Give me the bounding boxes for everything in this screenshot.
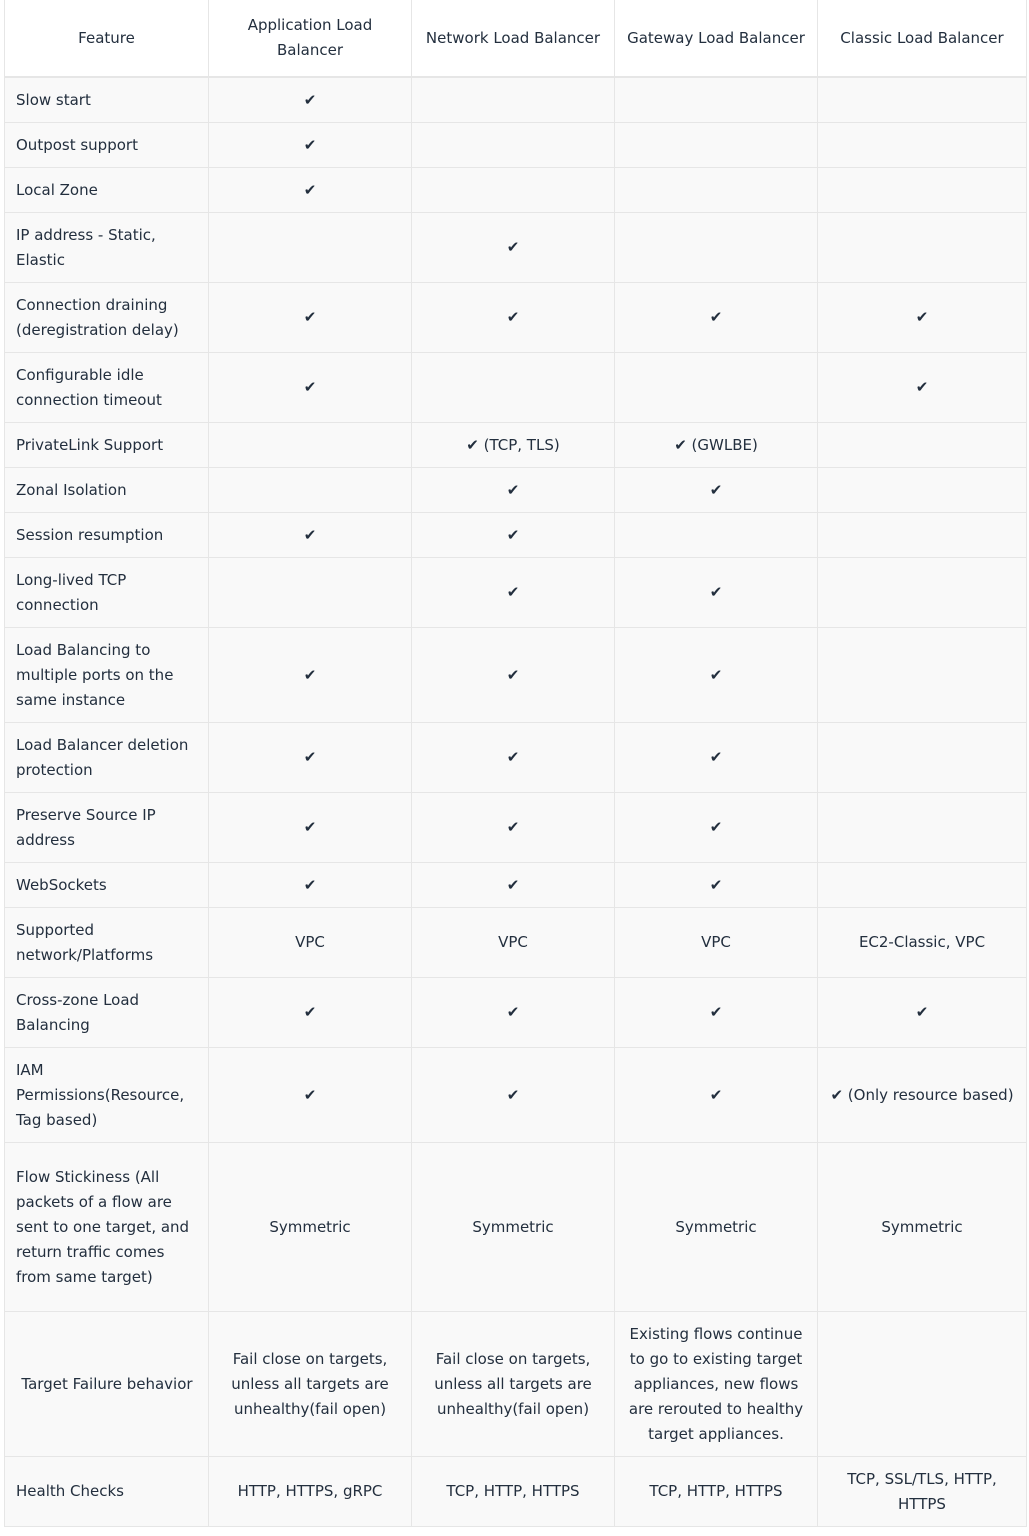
gwlb-cell: Existing flows continue to go to existing target appliances, new flows are rerouted to healthy target appliances. <box>615 1312 818 1457</box>
table-row <box>5 1048 1027 1143</box>
alb-cell <box>209 558 412 628</box>
header-application-load-balancer: Application Load Balancer <box>209 0 412 77</box>
alb-cell: ✔ <box>209 793 412 863</box>
gwlb-cell: VPC <box>615 908 818 978</box>
table-row <box>5 123 1027 168</box>
feature-cell: Zonal Isolation <box>5 468 209 513</box>
clb-cell: ✔ <box>818 283 1027 353</box>
nlb-cell <box>412 77 615 123</box>
table-row <box>5 213 1027 283</box>
feature-cell: Local Zone <box>5 168 209 213</box>
table-row <box>5 1312 1027 1457</box>
nlb-cell: ✔ <box>412 513 615 558</box>
gwlb-cell <box>615 353 818 423</box>
table-row <box>5 723 1027 793</box>
table-row <box>5 1143 1027 1312</box>
table-row <box>5 863 1027 908</box>
table-row <box>5 283 1027 353</box>
header-row <box>5 0 1027 77</box>
nlb-cell <box>412 123 615 168</box>
alb-cell: ✔ <box>209 168 412 213</box>
clb-cell <box>818 77 1027 123</box>
gwlb-cell: ✔ <box>615 723 818 793</box>
feature-cell: WebSockets <box>5 863 209 908</box>
clb-cell: ✔ <box>818 353 1027 423</box>
gwlb-cell <box>615 77 818 123</box>
alb-cell: ✔ <box>209 723 412 793</box>
clb-cell <box>818 213 1027 283</box>
gwlb-cell: ✔ <box>615 978 818 1048</box>
table-row <box>5 353 1027 423</box>
feature-cell: IAM Permissions(Resource, Tag based) <box>5 1048 209 1143</box>
gwlb-cell <box>615 168 818 213</box>
feature-cell: Long-lived TCP connection <box>5 558 209 628</box>
feature-cell: Flow Stickiness (All packets of a flow are sent to one target, and return traffic comes from same target) <box>5 1143 209 1312</box>
table-row <box>5 468 1027 513</box>
gwlb-cell: ✔ <box>615 283 818 353</box>
table-row <box>5 423 1027 468</box>
gwlb-cell: ✔ <box>615 793 818 863</box>
nlb-cell: VPC <box>412 908 615 978</box>
feature-cell: Session resumption <box>5 513 209 558</box>
alb-cell: ✔ <box>209 123 412 168</box>
gwlb-cell: ✔ <box>615 468 818 513</box>
nlb-cell <box>412 353 615 423</box>
table-row <box>5 77 1027 123</box>
alb-cell <box>209 468 412 513</box>
nlb-cell: ✔ <box>412 723 615 793</box>
clb-cell <box>818 793 1027 863</box>
nlb-cell: ✔ <box>412 283 615 353</box>
nlb-cell: Fail close on targets, unless all targets are unhealthy(fail open) <box>412 1312 615 1457</box>
header-gateway-load-balancer: Gateway Load Balancer <box>615 0 818 77</box>
alb-cell: ✔ <box>209 353 412 423</box>
feature-cell: Preserve Source IP address <box>5 793 209 863</box>
feature-cell: Health Checks <box>5 1457 209 1527</box>
clb-cell <box>818 123 1027 168</box>
header-network-load-balancer: Network Load Balancer <box>412 0 615 77</box>
clb-cell <box>818 423 1027 468</box>
table-row <box>5 513 1027 558</box>
nlb-cell: TCP, HTTP, HTTPS <box>412 1457 615 1527</box>
feature-cell: Outpost support <box>5 123 209 168</box>
alb-cell: HTTP, HTTPS, gRPC <box>209 1457 412 1527</box>
clb-cell: Symmetric <box>818 1143 1027 1312</box>
clb-cell <box>818 558 1027 628</box>
clb-cell: TCP, SSL/TLS, HTTP, HTTPS <box>818 1457 1027 1527</box>
comparison-table <box>4 0 1027 1527</box>
table-row <box>5 978 1027 1048</box>
table-row <box>5 793 1027 863</box>
nlb-cell: ✔ <box>412 558 615 628</box>
nlb-cell: ✔ <box>412 1048 615 1143</box>
feature-cell: Cross-zone Load Balancing <box>5 978 209 1048</box>
nlb-cell: ✔ <box>412 978 615 1048</box>
clb-cell <box>818 513 1027 558</box>
nlb-cell: ✔ <box>412 213 615 283</box>
header-feature: Feature <box>5 0 209 77</box>
clb-cell: EC2-Classic, VPC <box>818 908 1027 978</box>
gwlb-cell: TCP, HTTP, HTTPS <box>615 1457 818 1527</box>
clb-cell <box>818 723 1027 793</box>
alb-cell <box>209 213 412 283</box>
alb-cell: Symmetric <box>209 1143 412 1312</box>
nlb-cell <box>412 168 615 213</box>
alb-cell: ✔ <box>209 77 412 123</box>
gwlb-cell <box>615 123 818 168</box>
feature-cell: Load Balancer deletion protection <box>5 723 209 793</box>
gwlb-cell: Symmetric <box>615 1143 818 1312</box>
gwlb-cell: ✔ <box>615 1048 818 1143</box>
feature-cell: PrivateLink Support <box>5 423 209 468</box>
alb-cell: ✔ <box>209 283 412 353</box>
nlb-cell: ✔ <box>412 628 615 723</box>
clb-cell <box>818 628 1027 723</box>
feature-cell: Configurable idle connection timeout <box>5 353 209 423</box>
table-row <box>5 1457 1027 1527</box>
header-classic-load-balancer: Classic Load Balancer <box>818 0 1027 77</box>
table-row <box>5 558 1027 628</box>
nlb-cell: ✔ (TCP, TLS) <box>412 423 615 468</box>
alb-cell: ✔ <box>209 1048 412 1143</box>
clb-cell <box>818 468 1027 513</box>
gwlb-cell: ✔ <box>615 628 818 723</box>
alb-cell <box>209 423 412 468</box>
feature-cell: Slow start <box>5 77 209 123</box>
feature-cell: Load Balancing to multiple ports on the same instance <box>5 628 209 723</box>
table-row <box>5 628 1027 723</box>
nlb-cell: ✔ <box>412 468 615 513</box>
gwlb-cell: ✔ <box>615 558 818 628</box>
table-row <box>5 168 1027 213</box>
feature-cell: IP address - Static, Elastic <box>5 213 209 283</box>
clb-cell: ✔ (Only resource based) <box>818 1048 1027 1143</box>
gwlb-cell <box>615 513 818 558</box>
clb-cell: ✔ <box>818 978 1027 1048</box>
nlb-cell: ✔ <box>412 863 615 908</box>
feature-cell: Target Failure behavior <box>5 1312 209 1457</box>
alb-cell: ✔ <box>209 513 412 558</box>
table-row <box>5 908 1027 978</box>
gwlb-cell: ✔ <box>615 863 818 908</box>
nlb-cell: Symmetric <box>412 1143 615 1312</box>
gwlb-cell <box>615 213 818 283</box>
alb-cell: ✔ <box>209 628 412 723</box>
clb-cell <box>818 863 1027 908</box>
alb-cell: ✔ <box>209 863 412 908</box>
alb-cell: Fail close on targets, unless all targets are unhealthy(fail open) <box>209 1312 412 1457</box>
feature-cell: Connection draining (deregistration delay) <box>5 283 209 353</box>
clb-cell <box>818 1312 1027 1457</box>
nlb-cell: ✔ <box>412 793 615 863</box>
feature-cell: Supported network/Platforms <box>5 908 209 978</box>
alb-cell: ✔ <box>209 978 412 1048</box>
alb-cell: VPC <box>209 908 412 978</box>
clb-cell <box>818 168 1027 213</box>
gwlb-cell: ✔ (GWLBE) <box>615 423 818 468</box>
